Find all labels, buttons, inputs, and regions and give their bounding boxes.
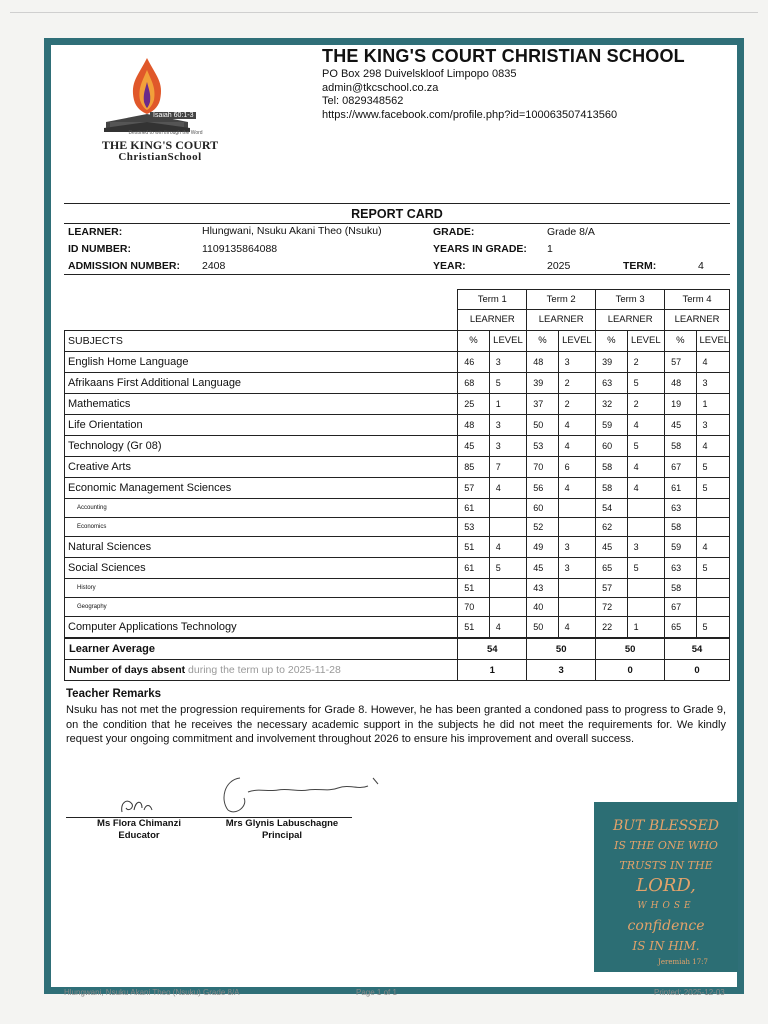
term-header: Term 1 — [458, 290, 527, 310]
info-divider — [64, 274, 730, 275]
percent-cell: 49 — [527, 536, 558, 557]
percent-cell: 63 — [665, 557, 696, 578]
term-header: Term 3 — [596, 290, 665, 310]
poster-line: IS THE ONE WHO — [614, 839, 718, 852]
subject-row — [65, 414, 730, 435]
scan-top-edge — [10, 12, 758, 13]
percent-cell: 72 — [596, 597, 627, 616]
level-cell: 1 — [627, 616, 665, 637]
subject-name: Computer Applications Technology — [65, 616, 458, 637]
percent-cell: 57 — [458, 477, 489, 498]
percent-cell: 25 — [458, 393, 489, 414]
level-cell: 3 — [489, 414, 527, 435]
percent-cell: 48 — [665, 372, 696, 393]
level-cell: 5 — [696, 456, 729, 477]
subject-row — [65, 435, 730, 456]
absent-label: Number of days absent — [69, 664, 186, 676]
term-header: Term 2 — [527, 290, 596, 310]
level-cell: 4 — [696, 536, 729, 557]
percent-cell: 51 — [458, 616, 489, 637]
percent-cell: 70 — [458, 597, 489, 616]
level-cell: 3 — [489, 351, 527, 372]
level-cell: 5 — [696, 616, 729, 637]
educator-role: Educator — [118, 830, 160, 841]
percent-cell: 45 — [458, 435, 489, 456]
footer-learner: Hlungwani, Nsuku Akani Theo (Nsuku) Grade 8/A — [64, 988, 240, 997]
subject-row — [65, 456, 730, 477]
level-cell: 3 — [558, 536, 596, 557]
level-cell: 3 — [489, 435, 527, 456]
subject-row — [65, 536, 730, 557]
average-row — [65, 639, 730, 660]
percent-cell: 51 — [458, 578, 489, 597]
average-value: 54 — [458, 639, 527, 660]
scripture-poster — [594, 802, 738, 972]
level-cell: 5 — [627, 372, 665, 393]
absent-value: 0 — [596, 660, 665, 681]
percent-header: % — [665, 330, 696, 351]
percent-cell: 22 — [596, 616, 627, 637]
percent-cell: 52 — [527, 517, 558, 536]
level-header: LEVEL — [627, 330, 665, 351]
level-cell: 5 — [627, 435, 665, 456]
logo-verse: Isaiah 60:1-3 — [150, 112, 196, 119]
sub-subject-row — [65, 498, 730, 517]
level-header: LEVEL — [489, 330, 527, 351]
footer-page: Page 1 of 1 — [356, 988, 397, 997]
percent-cell: 48 — [458, 414, 489, 435]
percent-cell: 58 — [596, 477, 627, 498]
level-cell: 4 — [558, 616, 596, 637]
subject-row — [65, 372, 730, 393]
percent-cell: 32 — [596, 393, 627, 414]
poster-line: TRUSTS IN THE — [619, 859, 713, 872]
percent-cell: 59 — [596, 414, 627, 435]
subjects-header: SUBJECTS — [65, 330, 458, 351]
percent-cell: 48 — [527, 351, 558, 372]
percent-cell: 62 — [596, 517, 627, 536]
level-cell: 5 — [489, 557, 527, 578]
absent-value: 1 — [458, 660, 527, 681]
subject-name: Creative Arts — [65, 456, 458, 477]
percent-cell: 50 — [527, 616, 558, 637]
level-cell — [489, 517, 527, 536]
level-cell: 6 — [558, 456, 596, 477]
level-cell: 3 — [558, 557, 596, 578]
level-cell: 1 — [489, 393, 527, 414]
absent-value: 3 — [527, 660, 596, 681]
term-header-row — [65, 290, 730, 310]
level-cell — [696, 517, 729, 536]
percent-cell: 58 — [665, 435, 696, 456]
remarks-heading: Teacher Remarks — [66, 688, 162, 700]
subject-row — [65, 557, 730, 578]
learner-header: LEARNER — [527, 310, 596, 331]
level-cell: 2 — [627, 393, 665, 414]
level-cell — [627, 498, 665, 517]
admission-label: ADMISSION NUMBER: — [68, 260, 180, 272]
sub-subject-row — [65, 517, 730, 536]
subject-name: Accounting — [65, 498, 458, 517]
id-label: ID NUMBER: — [68, 243, 131, 255]
average-label: Learner Average — [65, 639, 458, 660]
level-cell: 2 — [558, 393, 596, 414]
report-card-title: REPORT CARD — [64, 203, 730, 224]
percent-cell: 61 — [458, 498, 489, 517]
grade-value: Grade 8/A — [547, 226, 595, 238]
percent-cell: 65 — [596, 557, 627, 578]
level-cell: 3 — [696, 414, 729, 435]
level-header: LEVEL — [558, 330, 596, 351]
level-cell: 2 — [558, 372, 596, 393]
average-value: 54 — [665, 639, 730, 660]
percent-cell: 60 — [596, 435, 627, 456]
learner-label: LEARNER: — [68, 226, 123, 238]
percent-cell: 45 — [665, 414, 696, 435]
poster-line: LORD, — [636, 875, 696, 896]
admission-value: 2408 — [202, 260, 226, 272]
educator-signature — [118, 794, 158, 816]
years-in-grade-label: YEARS IN GRADE: — [433, 243, 527, 255]
poster-line: IS IN HIM. — [632, 939, 700, 953]
poster-reference: Jeremiah 17:7 — [658, 958, 708, 966]
summary-table — [64, 638, 730, 681]
level-cell — [627, 597, 665, 616]
level-cell: 4 — [489, 616, 527, 637]
level-cell: 4 — [696, 435, 729, 456]
percent-cell: 58 — [665, 578, 696, 597]
marks-table — [64, 289, 730, 638]
subject-name: Life Orientation — [65, 414, 458, 435]
percent-cell: 43 — [527, 578, 558, 597]
logo-name-line2: ChristianSchool — [118, 151, 202, 163]
level-cell: 3 — [696, 372, 729, 393]
poster-line: WHOSE — [637, 901, 695, 911]
level-cell — [558, 597, 596, 616]
subject-name: Technology (Gr 08) — [65, 435, 458, 456]
percent-cell: 68 — [458, 372, 489, 393]
educator-signature-block — [66, 818, 212, 842]
level-cell — [696, 578, 729, 597]
subject-name: Economic Management Sciences — [65, 477, 458, 498]
level-cell: 5 — [696, 557, 729, 578]
principal-signature — [218, 770, 388, 818]
level-cell: 4 — [489, 477, 527, 498]
percent-cell: 65 — [665, 616, 696, 637]
learner-header: LEARNER — [665, 310, 730, 331]
level-cell — [627, 578, 665, 597]
percent-cell: 58 — [665, 517, 696, 536]
term-value: 4 — [698, 260, 704, 272]
percent-cell: 46 — [458, 351, 489, 372]
level-cell: 5 — [696, 477, 729, 498]
year-value: 2025 — [547, 260, 571, 272]
footer-printed: Printed: 2025-12-03 — [654, 988, 725, 997]
percent-cell: 37 — [527, 393, 558, 414]
percent-cell: 45 — [527, 557, 558, 578]
subject-row — [65, 477, 730, 498]
percent-header: % — [527, 330, 558, 351]
remarks-text: Nsuku has not met the progression requirements for Grade 8. However, he has been granted a condoned pass to progress to Grade 9, on the condition that he receives the necessary academic support in the subjects he did not meet the requirements for. We kindly request your ongoing commitment and involvement throughout 2026 to ensure his improvement and overall success. — [66, 704, 726, 745]
level-cell: 4 — [558, 435, 596, 456]
percent-cell: 67 — [665, 597, 696, 616]
level-cell: 3 — [627, 536, 665, 557]
level-cell: 4 — [627, 414, 665, 435]
percent-header: % — [458, 330, 489, 351]
subject-name: Mathematics — [65, 393, 458, 414]
percent-cell: 53 — [527, 435, 558, 456]
average-value: 50 — [527, 639, 596, 660]
level-cell — [696, 498, 729, 517]
absent-row — [65, 660, 730, 681]
percent-cell: 57 — [665, 351, 696, 372]
percent-header: % — [596, 330, 627, 351]
educator-name: Ms Flora Chimanzi — [97, 818, 181, 829]
level-cell: 4 — [558, 477, 596, 498]
term-header: Term 4 — [665, 290, 730, 310]
percent-cell: 45 — [596, 536, 627, 557]
sub-subject-row — [65, 597, 730, 616]
level-cell — [558, 498, 596, 517]
facebook-link[interactable]: https://www.facebook.com/profile.php?id=100063507413560 — [322, 108, 618, 121]
level-cell: 7 — [489, 456, 527, 477]
percent-cell: 39 — [527, 372, 558, 393]
level-cell: 5 — [627, 557, 665, 578]
level-cell — [489, 498, 527, 517]
grade-label: GRADE: — [433, 226, 475, 238]
level-cell — [558, 517, 596, 536]
percent-cell: 60 — [527, 498, 558, 517]
level-cell: 4 — [558, 414, 596, 435]
principal-signature-block — [212, 818, 352, 842]
years-in-grade-value: 1 — [547, 243, 553, 255]
email-line: admin@tkcschool.co.za — [322, 81, 439, 94]
absent-suffix: during the term up to 2025-11-28 — [188, 664, 341, 676]
percent-cell: 58 — [596, 456, 627, 477]
level-cell — [696, 597, 729, 616]
level-cell: 2 — [627, 351, 665, 372]
percent-cell: 61 — [458, 557, 489, 578]
percent-cell: 39 — [596, 351, 627, 372]
average-value: 50 — [596, 639, 665, 660]
logo-name-line1: THE KING'S COURT — [101, 138, 219, 152]
subject-name: English Home Language — [65, 351, 458, 372]
percent-cell: 67 — [665, 456, 696, 477]
subject-name: History — [65, 578, 458, 597]
percent-cell: 50 — [527, 414, 558, 435]
level-cell: 4 — [627, 477, 665, 498]
subject-row — [65, 351, 730, 372]
blank-cell — [65, 310, 458, 331]
percent-cell: 51 — [458, 536, 489, 557]
percent-cell: 56 — [527, 477, 558, 498]
subject-row — [65, 616, 730, 637]
school-address — [322, 68, 617, 122]
percent-cell: 57 — [596, 578, 627, 597]
school-name: THE KING'S COURT CHRISTIAN SCHOOL — [322, 46, 685, 66]
poster-line: confidence — [627, 918, 705, 934]
level-cell: 4 — [696, 351, 729, 372]
learner-value: Hlungwani, Nsuku Akani Theo (Nsuku) — [202, 225, 382, 237]
percent-cell: 40 — [527, 597, 558, 616]
subject-name: Afrikaans First Additional Language — [65, 372, 458, 393]
percent-cell: 53 — [458, 517, 489, 536]
learner-header: LEARNER — [458, 310, 527, 331]
learner-header: LEARNER — [596, 310, 665, 331]
level-cell: 1 — [696, 393, 729, 414]
level-cell — [558, 578, 596, 597]
level-cell: 4 — [489, 536, 527, 557]
level-cell — [627, 517, 665, 536]
percent-cell: 19 — [665, 393, 696, 414]
logo-caption: Destined to win through the Word — [128, 130, 203, 136]
learner-header-row — [65, 310, 730, 331]
id-value: 1109135864088 — [202, 243, 278, 255]
year-label: YEAR: — [433, 260, 466, 272]
subject-name: Natural Sciences — [65, 536, 458, 557]
principal-name: Mrs Glynis Labuschagne — [225, 818, 339, 829]
level-header: LEVEL — [696, 330, 729, 351]
poster-line: BUT BLESSED — [612, 818, 720, 834]
level-cell — [489, 597, 527, 616]
percent-cell: 63 — [665, 498, 696, 517]
blank-cell — [65, 290, 458, 310]
absent-label-cell — [65, 660, 458, 681]
phone-line: Tel: 0829348562 — [322, 95, 404, 107]
principal-role: Principal — [261, 830, 303, 841]
subjects-header-row — [65, 330, 730, 351]
absent-value: 0 — [665, 660, 730, 681]
percent-cell: 59 — [665, 536, 696, 557]
percent-cell: 54 — [596, 498, 627, 517]
subject-row — [65, 393, 730, 414]
sub-subject-row — [65, 578, 730, 597]
percent-cell: 63 — [596, 372, 627, 393]
level-cell: 4 — [627, 456, 665, 477]
level-cell: 3 — [558, 351, 596, 372]
percent-cell: 70 — [527, 456, 558, 477]
subject-name: Geography — [65, 597, 458, 616]
level-cell: 5 — [489, 372, 527, 393]
term-label: TERM: — [623, 260, 657, 272]
percent-cell: 61 — [665, 477, 696, 498]
address-line: PO Box 298 Duivelskloof Limpopo 0835 — [322, 68, 517, 80]
level-cell — [489, 578, 527, 597]
percent-cell: 85 — [458, 456, 489, 477]
subject-name: Economics — [65, 517, 458, 536]
subject-name: Social Sciences — [65, 557, 458, 578]
